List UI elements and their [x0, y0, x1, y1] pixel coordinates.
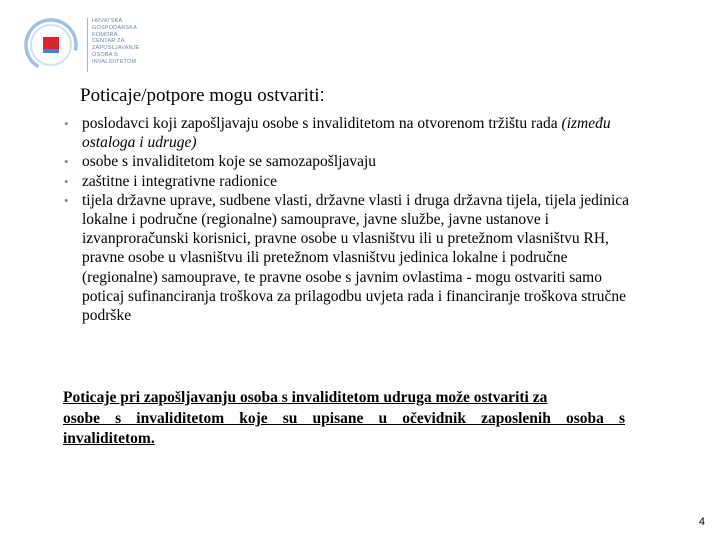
list-item	[64, 191, 634, 325]
bullet-text: poslodavci koji zapošljavaju osobe s invaliditetom na otvorenom tržištu rada	[82, 115, 562, 132]
heading-text: Poticaje/potpore mogu ostvariti	[80, 85, 320, 106]
bullet-icon: •	[64, 173, 69, 189]
list-item	[64, 172, 634, 191]
logo-divider	[87, 18, 88, 72]
bullet-icon: •	[64, 192, 69, 208]
heading-colon: :	[319, 85, 325, 105]
note-line-1: Poticaje pri zapošljavanju osoba s invaliditetom udruga može ostvariti za	[63, 389, 548, 406]
bullet-aside: (između ostaloga i udruge)	[82, 115, 611, 152]
bullet-icon: •	[64, 116, 69, 131]
bullet-list	[64, 114, 634, 325]
slide-heading	[80, 84, 325, 107]
bullet-text: osobe s invaliditetom koje se samozapošljavaju	[82, 153, 377, 171]
list-item	[64, 114, 634, 152]
eligibility-note	[63, 388, 625, 450]
bullet-text: zaštitne i integrativne radionice	[82, 172, 277, 190]
bullet-icon: •	[64, 154, 69, 170]
logo-organization-name: HRVATSKA GOSPODARSKA KOMORA CENTAR ZA ZAPOSLJAVANJE OSOBA S INVALIDITETOM	[92, 18, 140, 65]
page-number: 4	[698, 516, 705, 528]
organization-logo	[18, 10, 138, 74]
bullet-text: tijela državne uprave, sudbene vlasti, državne vlasti i druga državna tijela, tijela jedinica lokalne i područne (regionalne) samouprave, javne službe, javne ustanove i izvanproračunski korisnici, pravne osobe u vlasništvu ili u pretežnom vlasništvu RH, pravne osobe u vlasništvu ili pretežnom vlasništvu jedinica lokalne i područne (regionalne) samouprave, te pravne osobe s javnim ovlastima - mogu ostvariti samo poticaj sufinanciranja troškova za prilagodbu uvjeta rada i financiranje troškova stručne podrške	[82, 191, 630, 325]
note-line-3: invaliditetom.	[63, 430, 155, 447]
list-item	[64, 152, 634, 171]
logo-emblem-icon	[22, 16, 80, 74]
note-line-2: osobe s invaliditetom koje su upisane u očevidnik zaposlenih osoba s	[63, 409, 625, 427]
